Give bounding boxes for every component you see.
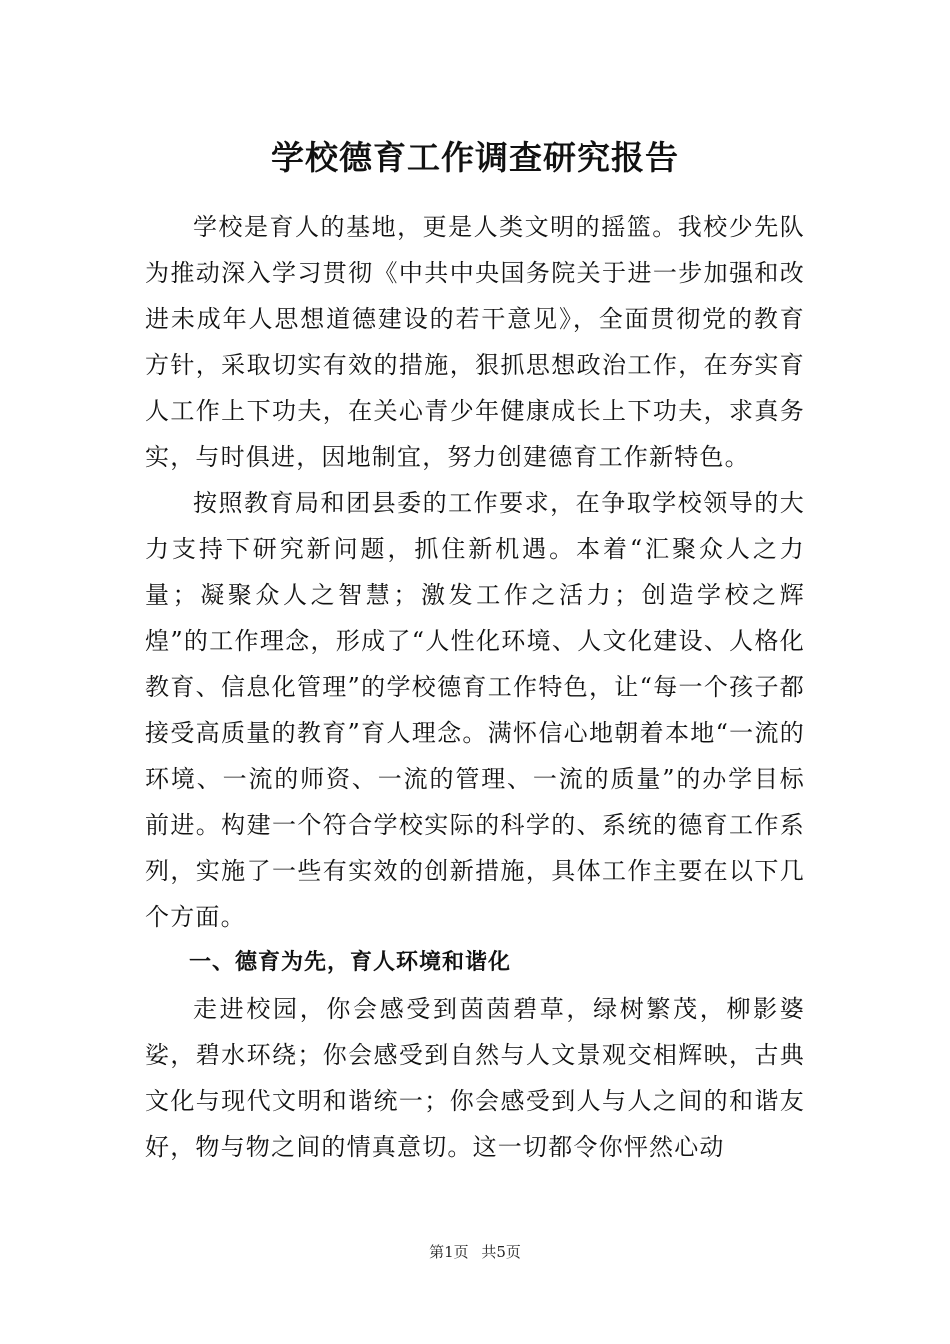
section-heading: 一、德育为先，育人环境和谐化 <box>189 950 512 975</box>
page-footer <box>0 1240 950 1264</box>
section-paragraph: 走进校园，你会感受到茵茵碧草，绿树繁茂，柳影婆娑，碧水环绕；你会感受到自然与人文景观交相辉映，古典文化与现代文明和谐统一；你会感受到人与人之间的和谐友好，物与物之间的情真意切。这一切都令你怦然心动 <box>145 995 805 1161</box>
intro-paragraph: 学校是育人的基地，更是人类文明的摇篮。我校少先队为推动深入学习贯彻《中共中央国务院关于进一步加强和改进未成年人思想道德建设的若干意见》，全面贯彻党的教育方针，采取切实有效的措施，狠抓思想政治工作，在夯实育人工作上下功夫，在关心青少年健康成长上下功夫，求真务实，与时俱进，因地制宜，努力创建德育工作新特色。 <box>145 213 805 471</box>
page-total: 共5页 <box>481 1243 521 1261</box>
work-requirements-paragraph: 按照教育局和团县委的工作要求，在争取学校领导的大力支持下研究新问题，抓住新机遇。本着“汇聚众人之力量；凝聚众人之智慧；激发工作之活力；创造学校之辉煌”的工作理念，形成了“人性化环境、人文化建设、人格化教育、信息化管理”的学校德育工作特色，让“每一个孩子都接受高质量的教育”育人理念。满怀信心地朝着本地“一流的环境、一流的师资、一流的管理、一流的质量”的办学目标前进。构建一个符合学校实际的科学的、系统的德育工作系列，实施了一些有实效的创新措施，具体工作主要在以下几个方面。 <box>145 489 805 931</box>
document-title: 学校德育工作调查研究报告 <box>271 138 679 177</box>
document-body <box>145 204 805 1170</box>
page-number: 第1页 <box>429 1243 469 1261</box>
